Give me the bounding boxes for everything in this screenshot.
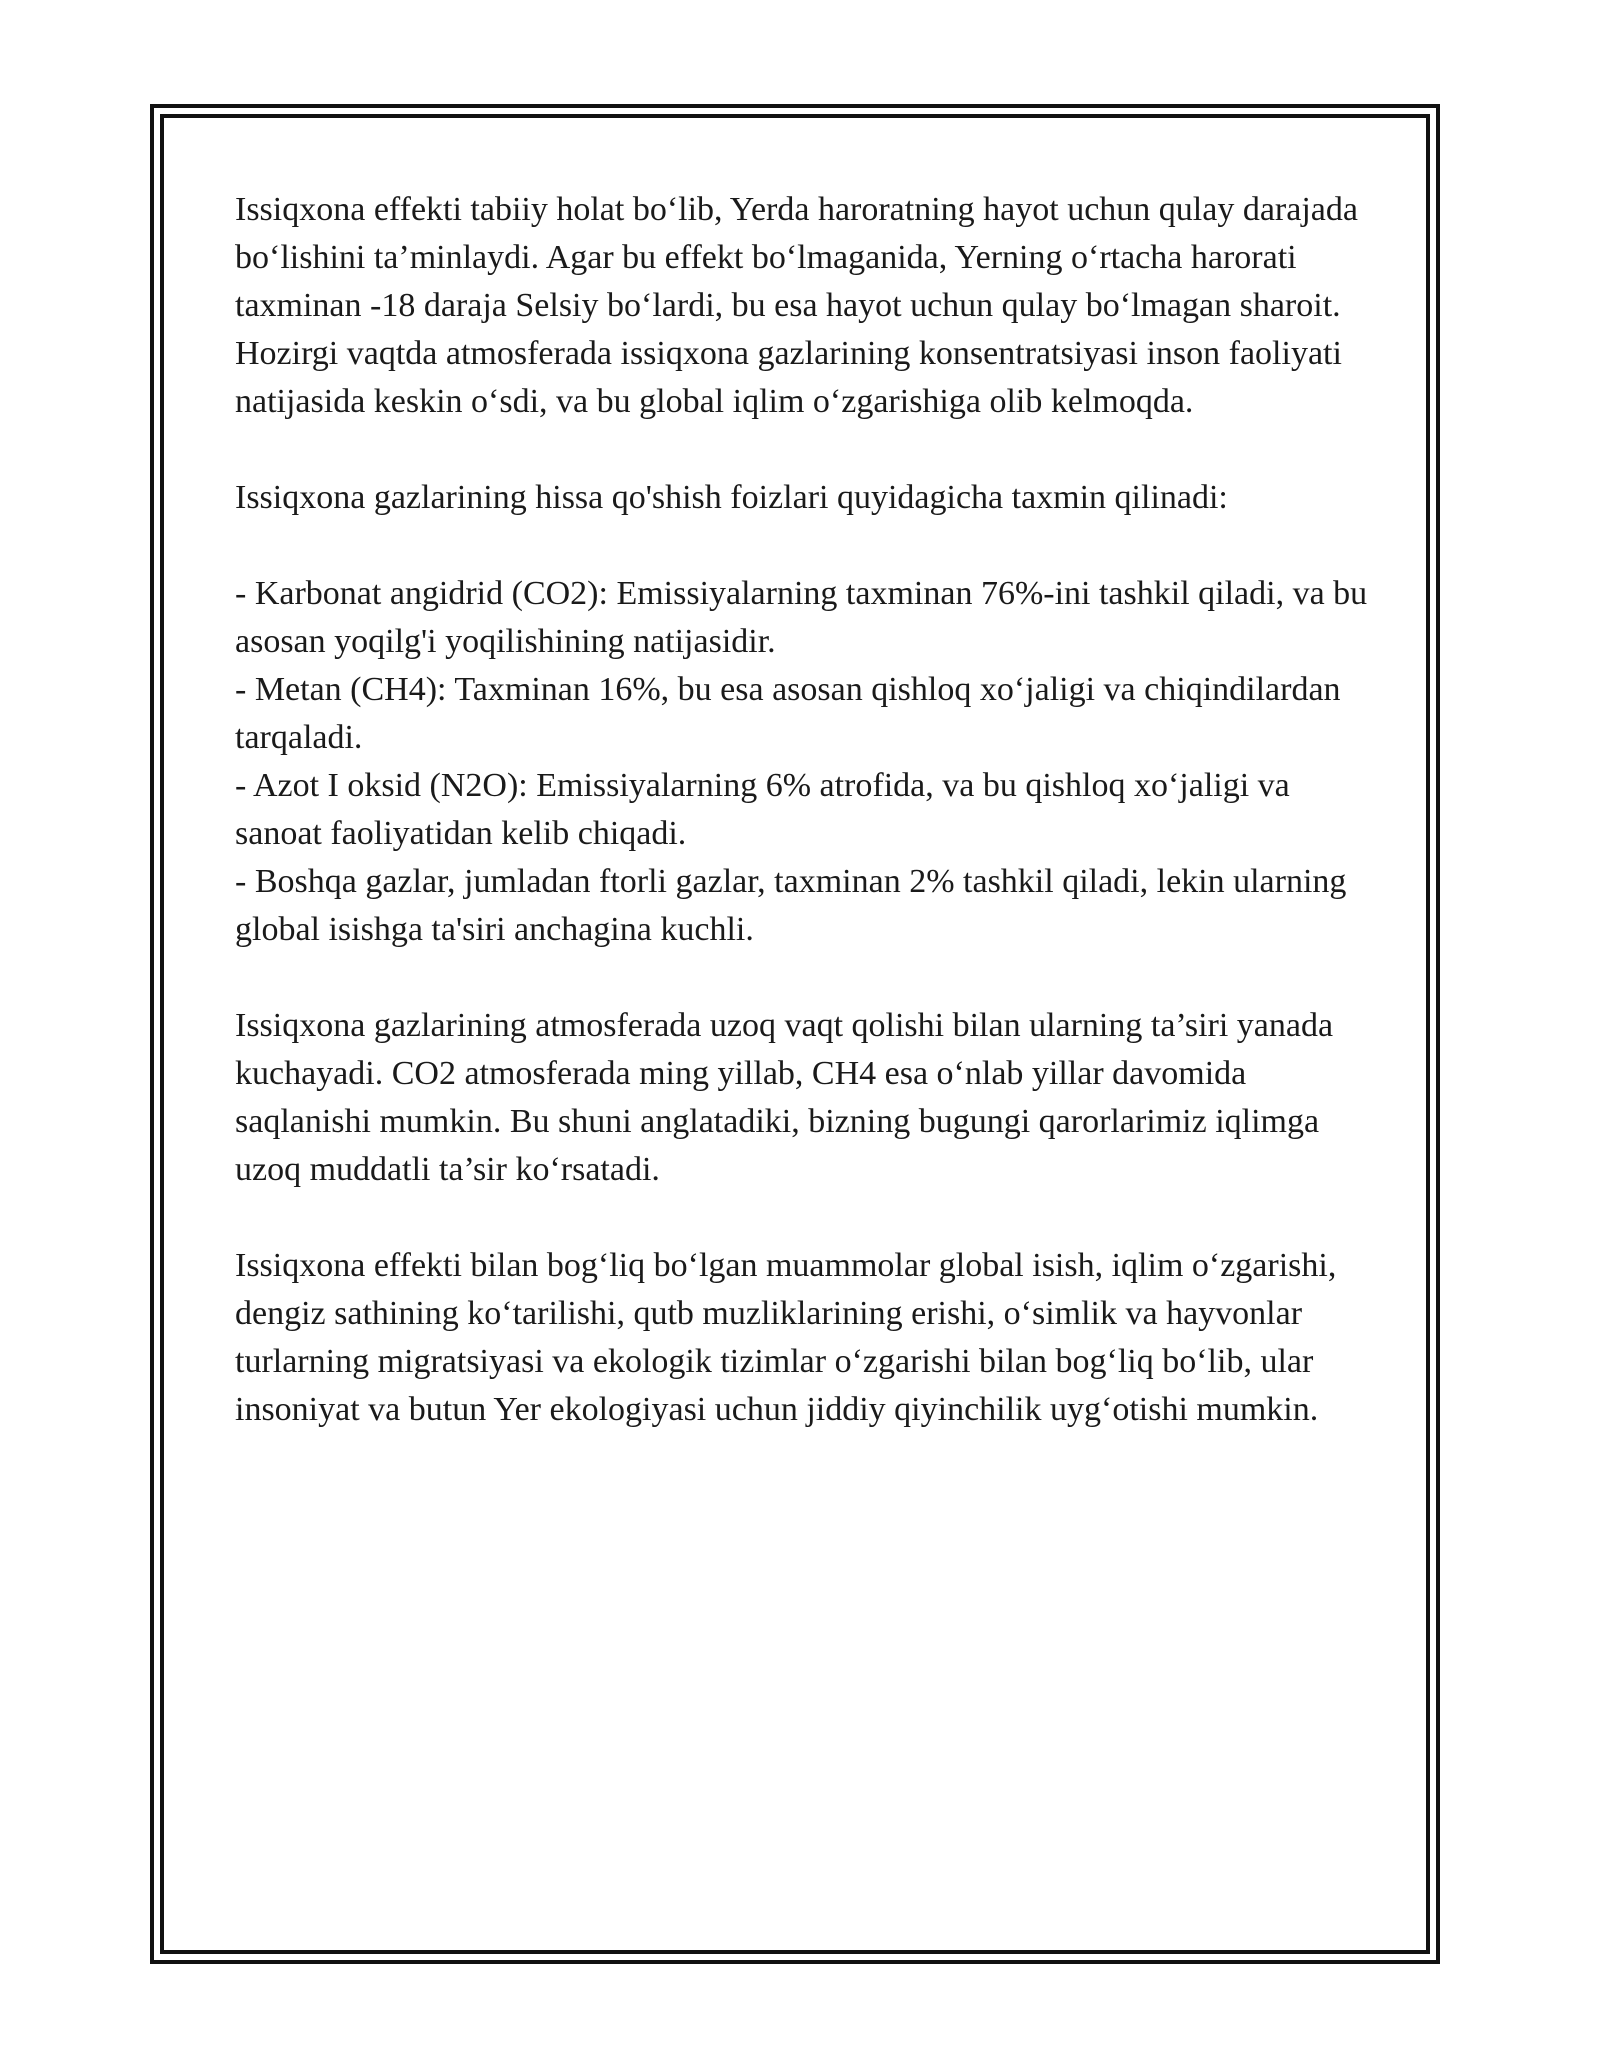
gas-contribution-list	[235, 570, 1385, 954]
paragraph-list-intro: Issiqxona gazlarining hissa qo'shish foizlari quyidagicha taxmin qilinadi:	[235, 479, 1228, 516]
document-body	[235, 186, 1385, 1482]
list-item-co2: - Karbonat angidrid (CO2): Emissiyalarning taxminan 76%-ini tashkil qiladi, va bu asosan yoqilg'i yoqilishining natijasidir.	[235, 575, 1368, 660]
list-item-n2o: - Azot I oksid (N2O): Emissiyalarning 6% atrofida, va bu qishloq xo‘jaligi va sanoat faoliyatidan kelib chiqadi.	[235, 767, 1290, 852]
paragraph-duration: Issiqxona gazlarining atmosferada uzoq vaqt qolishi bilan ularning ta’siri yanada kuchayadi. CO2 atmosferada ming yillab, CH4 esa o‘nlab yillar davomida saqlanishi mumkin. Bu shuni anglatadiki, bizning bugungi qarorlarimiz iqlimga uzoq muddatli ta’sir ko‘rsatadi.	[235, 1007, 1334, 1188]
list-item-other-gases: - Boshqa gazlar, jumladan ftorli gazlar, taxminan 2% tashkil qiladi, lekin ularning global isishga ta'siri anchagina kuchli.	[235, 863, 1347, 948]
paragraph-problems: Issiqxona effekti bilan bog‘liq bo‘lgan muammolar global isish, iqlim o‘zgarishi, dengiz sathining ko‘tarilishi, qutb muzliklarining erishi, o‘simlik va hayvonlar turlarning migratsiyasi va ekologik tizimlar o‘zgarishi bilan bog‘liq bo‘lib, ular insoniyat va butun Yer ekologiyasi uchun jiddiy qiyinchilik uyg‘otishi mumkin.	[235, 1247, 1337, 1428]
paragraph-intro: Issiqxona effekti tabiiy holat bo‘lib, Yerda haroratning hayot uchun qulay darajada bo‘lishini ta’minlaydi. Agar bu effekt bo‘lmaganida, Yerning o‘rtacha harorati taxminan -18 daraja Selsiy bo‘lardi, bu esa hayot uchun qulay bo‘lmagan sharoit. Hozirgi vaqtda atmosferada issiqxona gazlarining konsentratsiyasi inson faoliyati natijasida keskin o‘sdi, va bu global iqlim o‘zgarishiga olib kelmoqda.	[235, 191, 1358, 420]
list-item-ch4: - Metan (CH4): Taxminan 16%, bu esa asosan qishloq xo‘jaligi va chiqindilardan tarqaladi.	[235, 671, 1341, 756]
